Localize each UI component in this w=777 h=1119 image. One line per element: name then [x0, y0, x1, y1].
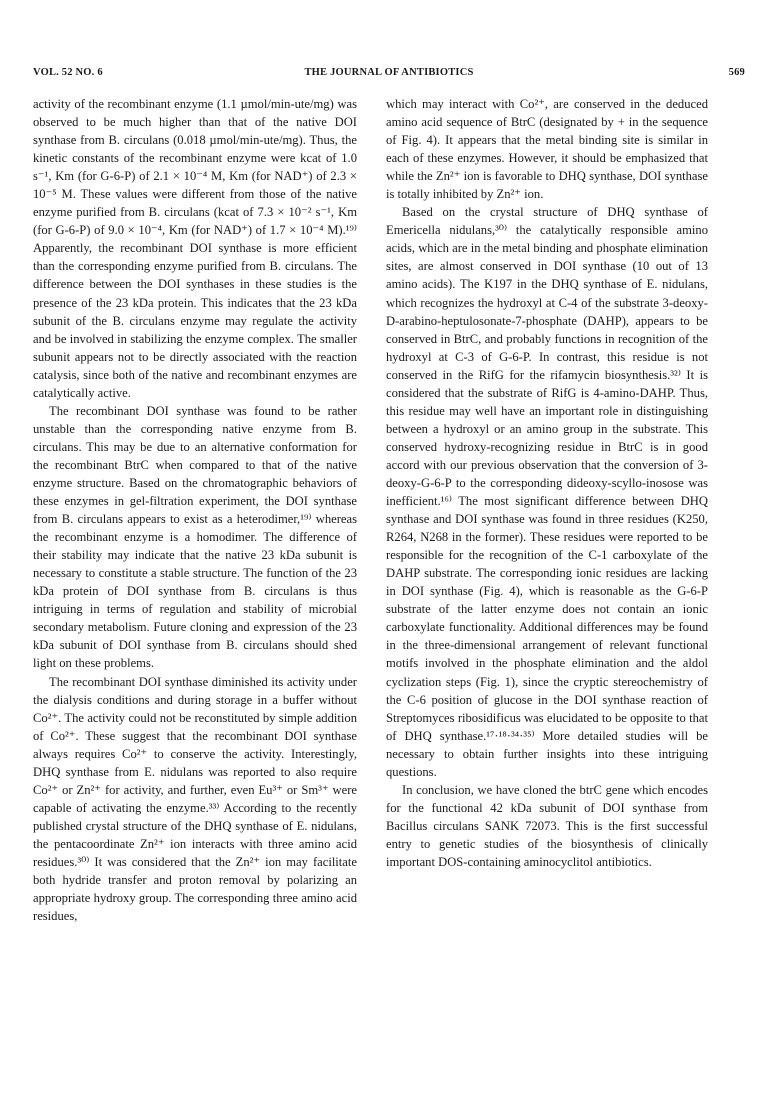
paragraph-stability: The recombinant DOI synthase was found to be rather unstable than the corresponding native enzyme from B. circulans. This may be due to an alternative conformation for the recombinant BtrC when compared to that of the native enzyme structure. Based on the chromatographic behaviors of these enzymes in gel-filtration experiment, the DOI synthase from B. circulans appears to exist as a heterodimer,¹⁹⁾ whereas the recombinant enzyme is a homodimer. The difference of their stability may indicate that the native 23 kDa subunit is necessary to constitute a stable structure. The function of the 23 kDa protein of DOI synthase from B. circulans is thus intriguing in terms of regulation and stability of microbial secondary metabolism. Future cloning and expression of the 23 kDa subunit of DOI synthase from B. circulans should shed light on these problems. [33, 403, 357, 671]
journal-title: THE JOURNAL OF ANTIBIOTICS [304, 67, 474, 78]
paragraph-metal-requirement: The recombinant DOI synthase diminished its activity under the dialysis conditions and during storage in a buffer without Co²⁺. The activity could not be reconstituted by simple addition of Co²⁺. These suggest that the recombinant DOI synthase always requires Co²⁺ to conserve the activity. Interestingly, DHQ synthase from E. nidulans was reported to also require Co²⁺ or Zn²⁺ for activity, and further, even Eu³⁺ or Sm³⁺ were capable of activating the enzyme.³³⁾ According to the recently published crystal structure of the DHQ synthase of E. nidulans, the pentacoordinate Zn²⁺ ion interacts with three amino acid residues.³⁰⁾ It was considered that the Zn²⁺ ion may facilitate both hydride transfer and proton removal by polarizing an appropriate hydroxy group. The corresponding three amino acid residues, [33, 674, 357, 924]
paragraph-conclusion: In conclusion, we have cloned the btrC gene which encodes for the functional 42 kDa subunit of DOI synthase from Bacillus circulans SANK 72073. This is the first successful entry to genetic studies of the biosynthesis of clinically important DOS-containing aminocyclitol antibiotics. [386, 782, 708, 869]
paragraph-zinc-inhibition: which may interact with Co²⁺, are conserved in the deduced amino acid sequence of BtrC (designated by + in the sequence of Fig. 4). It appears that the metal binding site is similar in each of these enzymes. However, it should be emphasized that while the Zn²⁺ ion is favorable to DHQ synthase, DOI synthase is totally inhibited by Zn²⁺ ion. [386, 97, 708, 202]
left-column [33, 95, 357, 925]
paragraph-crystal-structure: Based on the crystal structure of DHQ synthase of Emericella nidulans,³⁰⁾ the catalytically responsible amino acids, which are in the metal binding and phosphate elimination sites, are almost conserved in DOI synthase (10 out of 13 amino acids). The K197 in the DHQ synthase of E. nidulans, which recognizes the hydroxyl at C-4 of the substrate 3-deoxy-D-arabino-heptulosonate-7-phosphate (DAHP), appears to be conserved in BtrC, and probably functions in recognition of the hydroxyl at C-3 of G-6-P. In contrast, this residue is not conserved in the RifG for the rifamycin biosynthesis.³²⁾ It is considered that the substrate of RifG is 4-amino-DAHP. Thus, this residue may well have an important role in distinguishing between a hydroxyl or an amino group in the substrate. This conserved hydroxy-recognizing residue in BtrC is in good accord with our previous observation that the conversion of 3-deoxy-G-6-P to the corresponding dideoxy-scyllo-inosose was inefficient.¹⁶⁾ The most significant difference between DHQ synthase and DOI synthase was found in three residues (K250, R264, N268 in the former). These residues were reported to be responsible for the recognition of the C-1 carboxylate of the DAHP substrate. The corresponding ionic residues are lacking in DOI synthase (Fig. 4), which is reasonable as the G-6-P substrate of the latter enzyme does not contain an ionic carboxylate functionality. Additional differences may be found in the three-dimensional arrangement of relevant functional motifs involved in the phosphate elimination and the aldol cyclization steps (Fig. 1), since the cryptic stereochemistry of the C-6 position of glucose in the DOI synthase reaction of Streptomyces ribosidificus was elucidated to be opposite to that of DHQ synthase.¹⁷·¹⁸·³⁴·³⁵⁾ More detailed studies will be necessary to obtain further insights into these intriguing questions. [386, 205, 708, 779]
page-number: 569 [728, 67, 745, 78]
running-header [33, 67, 745, 83]
volume-label: VOL. 52 NO. 6 [33, 67, 103, 78]
paragraph-kinetics: activity of the recombinant enzyme (1.1 µmol/min-ute/mg) was observed to be much higher than that of the native DOI synthase from B. circulans (0.018 µmol/min-ute/mg). Thus, the kinetic constants of the recombinant enzyme were kcat of 1.0 s⁻¹, Km (for G-6-P) of 2.1 × 10⁻⁴ M, Km (for NAD⁺) of 2.3 × 10⁻⁵ M. These values were different from those of the native enzyme purified from B. circulans (kcat of 7.3 × 10⁻² s⁻¹, Km (for G-6-P) of 9.0 × 10⁻⁴, Km (for NAD⁺) of 1.7 × 10⁻⁴ M).¹⁹⁾ Apparently, the recombinant DOI synthase is more efficient than the corresponding enzyme purified from B. circulans. The difference between the DOI synthases in these studies is the presence of the 23 kDa protein. This indicates that the 23 kDa subunit of the B. circulans enzyme may regulate the activity and be involved in stabilizing the enzyme complex. The smaller subunit appears not to be directly associated with the reaction catalysis, since both of the native and recombinant enzymes are catalytically active. [33, 97, 357, 400]
right-column [386, 95, 708, 871]
